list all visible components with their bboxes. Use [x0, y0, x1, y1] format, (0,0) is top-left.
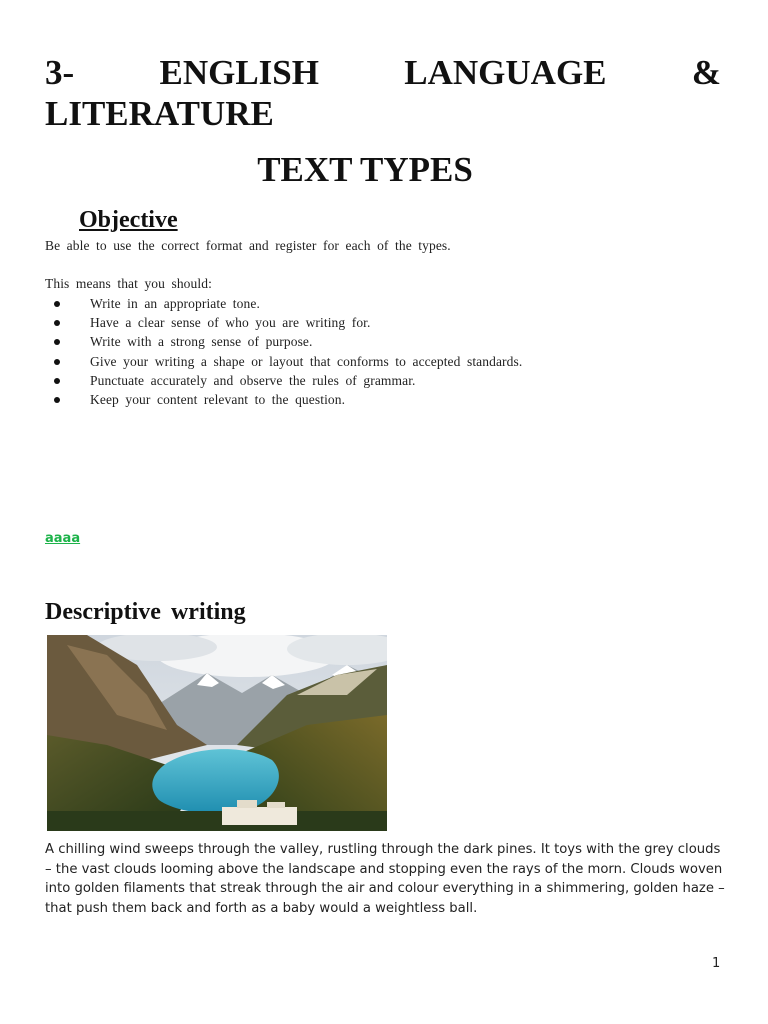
- list-item: [45, 390, 522, 409]
- objective-bullet-list: [45, 294, 522, 409]
- page-number: 1: [712, 956, 721, 971]
- intro-text: This means that you should:: [45, 276, 212, 291]
- heading-line-2: LITERATURE: [45, 94, 274, 133]
- heading-word: LANGUAGE: [404, 53, 607, 92]
- list-item: [45, 313, 522, 332]
- heading-line-1: [45, 52, 721, 93]
- list-item-text: Punctuate accurately and observe the rules of grammar.: [90, 372, 416, 388]
- list-item-text: Keep your content relevant to the question.: [90, 391, 346, 407]
- mountain-lake-photo: [47, 635, 387, 831]
- bullet-icon: [54, 378, 60, 384]
- objective-text: Be able to use the correct format and register for each of the types.: [45, 238, 451, 253]
- hyperlink[interactable]: aaaa: [45, 531, 81, 546]
- list-item-text: Give your writing a shape or layout that conforms to accepted standards.: [90, 353, 523, 369]
- section-heading: Descriptive writing: [45, 599, 246, 625]
- list-item: [45, 332, 522, 351]
- bullet-icon: [54, 320, 60, 326]
- page-subtitle: TEXT TYPES: [257, 150, 473, 189]
- heading-word: ENGLISH: [159, 53, 319, 92]
- bullet-icon: [54, 301, 60, 307]
- bullet-icon: [54, 359, 60, 365]
- list-item-text: Write with a strong sense of purpose.: [90, 334, 313, 350]
- descriptive-paragraph: A chilling wind sweeps through the valley, rustling through the dark pines. It toys with the grey clouds – the vast clouds looming above the landscape and stopping even the rays of the morn. Clouds woven into golden filaments that streak through the air and colour everything in a shimmering, golden haze – that push them back and forth as a baby would a weightless ball.: [45, 842, 725, 916]
- bullet-icon: [54, 339, 60, 345]
- objective-heading: Objective: [79, 207, 178, 233]
- page-heading: [45, 52, 721, 134]
- heading-word: &: [691, 53, 721, 92]
- list-item-text: Write in an appropriate tone.: [90, 296, 260, 311]
- list-item: [45, 352, 522, 371]
- heading-word: 3-: [45, 53, 75, 92]
- list-item-text: Have a clear sense of who you are writing for.: [90, 315, 371, 331]
- list-item: [45, 371, 522, 390]
- bullet-icon: [54, 397, 60, 403]
- list-item: [45, 294, 522, 313]
